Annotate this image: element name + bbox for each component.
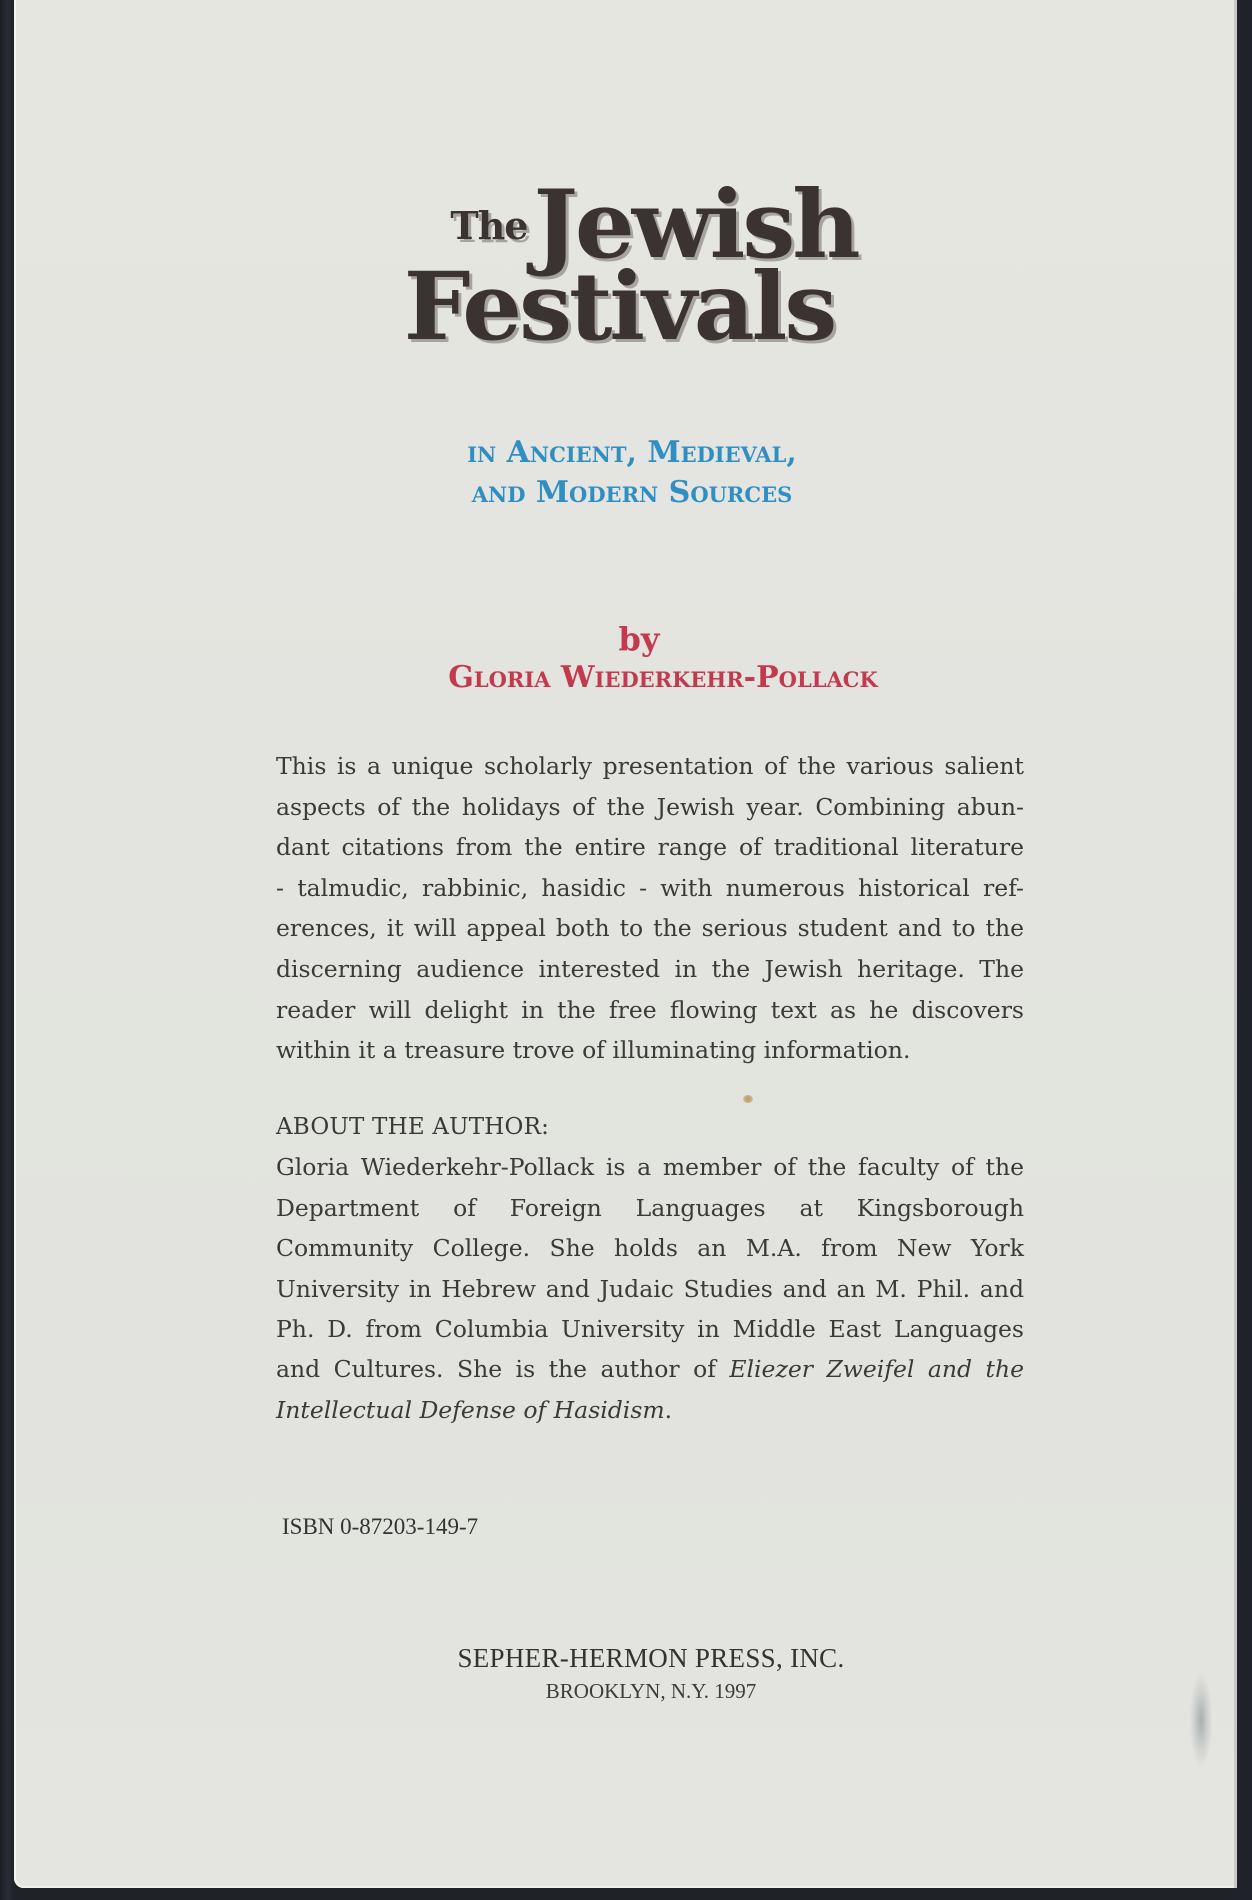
description-line: reader will delight in the free flowing text as he discovers xyxy=(276,995,1024,1024)
book-title xyxy=(14,170,1234,362)
description-line: within it a treasure trove of illuminating information. xyxy=(276,1036,911,1065)
title-line-1 xyxy=(450,170,858,280)
about-line: Gloria Wiederkehr-Pollack is a member of the faculty of the xyxy=(276,1153,1024,1182)
author-name: Gloria Wiederkehr-Pollack xyxy=(448,660,878,695)
about-line: University in Hebrew and Judaic Studies and an M. Phil. and xyxy=(276,1274,1024,1303)
title-word-jewish: Jewish xyxy=(533,170,858,280)
title-word-festivals: Festivals xyxy=(403,252,835,362)
book-title-italic: Intellectual Defense of Hasidism xyxy=(276,1395,665,1424)
description-line: - talmudic, rabbinic, hasidic - with numerous historical ref- xyxy=(276,873,1024,902)
description-line: discerning audience interested in the Jewish heritage. The xyxy=(276,954,1024,983)
about-line-text: . xyxy=(664,1395,673,1424)
book-title-italic: Eliezer Zweifel and the xyxy=(729,1355,1025,1384)
publisher-name: SEPHER-HERMON PRESS, INC. xyxy=(457,1643,845,1673)
about-line: Department of Foreign Languages at Kingsborough xyxy=(276,1193,1024,1222)
isbn-number: ISBN 0-87203-149-7 xyxy=(282,1514,479,1539)
subtitle-line-2: and Modern Sources xyxy=(471,475,793,510)
book-description xyxy=(276,746,1024,1071)
publisher-block xyxy=(14,1641,1234,1707)
cover-stain-spot xyxy=(743,1095,753,1103)
description-line: dant citations from the entire range of traditional literature xyxy=(276,833,1024,862)
about-the-author xyxy=(276,1107,1024,1430)
title-article: The xyxy=(450,203,528,248)
publisher-place-year: BROOKLYN, N.Y. 1997 xyxy=(545,1679,757,1703)
about-heading: ABOUT THE AUTHOR: xyxy=(276,1114,550,1140)
description-line: erences, it will appeal both to the serious student and to the xyxy=(276,914,1024,943)
book-back-cover xyxy=(14,0,1237,1888)
by-label: by xyxy=(618,620,660,658)
about-line xyxy=(276,1349,1024,1389)
byline xyxy=(14,620,1234,698)
about-line xyxy=(276,1390,1024,1430)
description-line: This is a unique scholarly presentation of the various salient xyxy=(276,752,1024,780)
book-subtitle xyxy=(22,433,1242,513)
subtitle-line-1: in Ancient, Medieval, xyxy=(467,435,797,470)
about-line-text: and Cultures. She is the author of xyxy=(276,1355,730,1384)
about-line: Ph. D. from Columbia University in Middle East Languages xyxy=(276,1315,1024,1344)
about-line: Community College. She holds an M.A. from New York xyxy=(276,1234,1024,1263)
description-line: aspects of the holidays of the Jewish year. Combining abun- xyxy=(276,792,1024,821)
